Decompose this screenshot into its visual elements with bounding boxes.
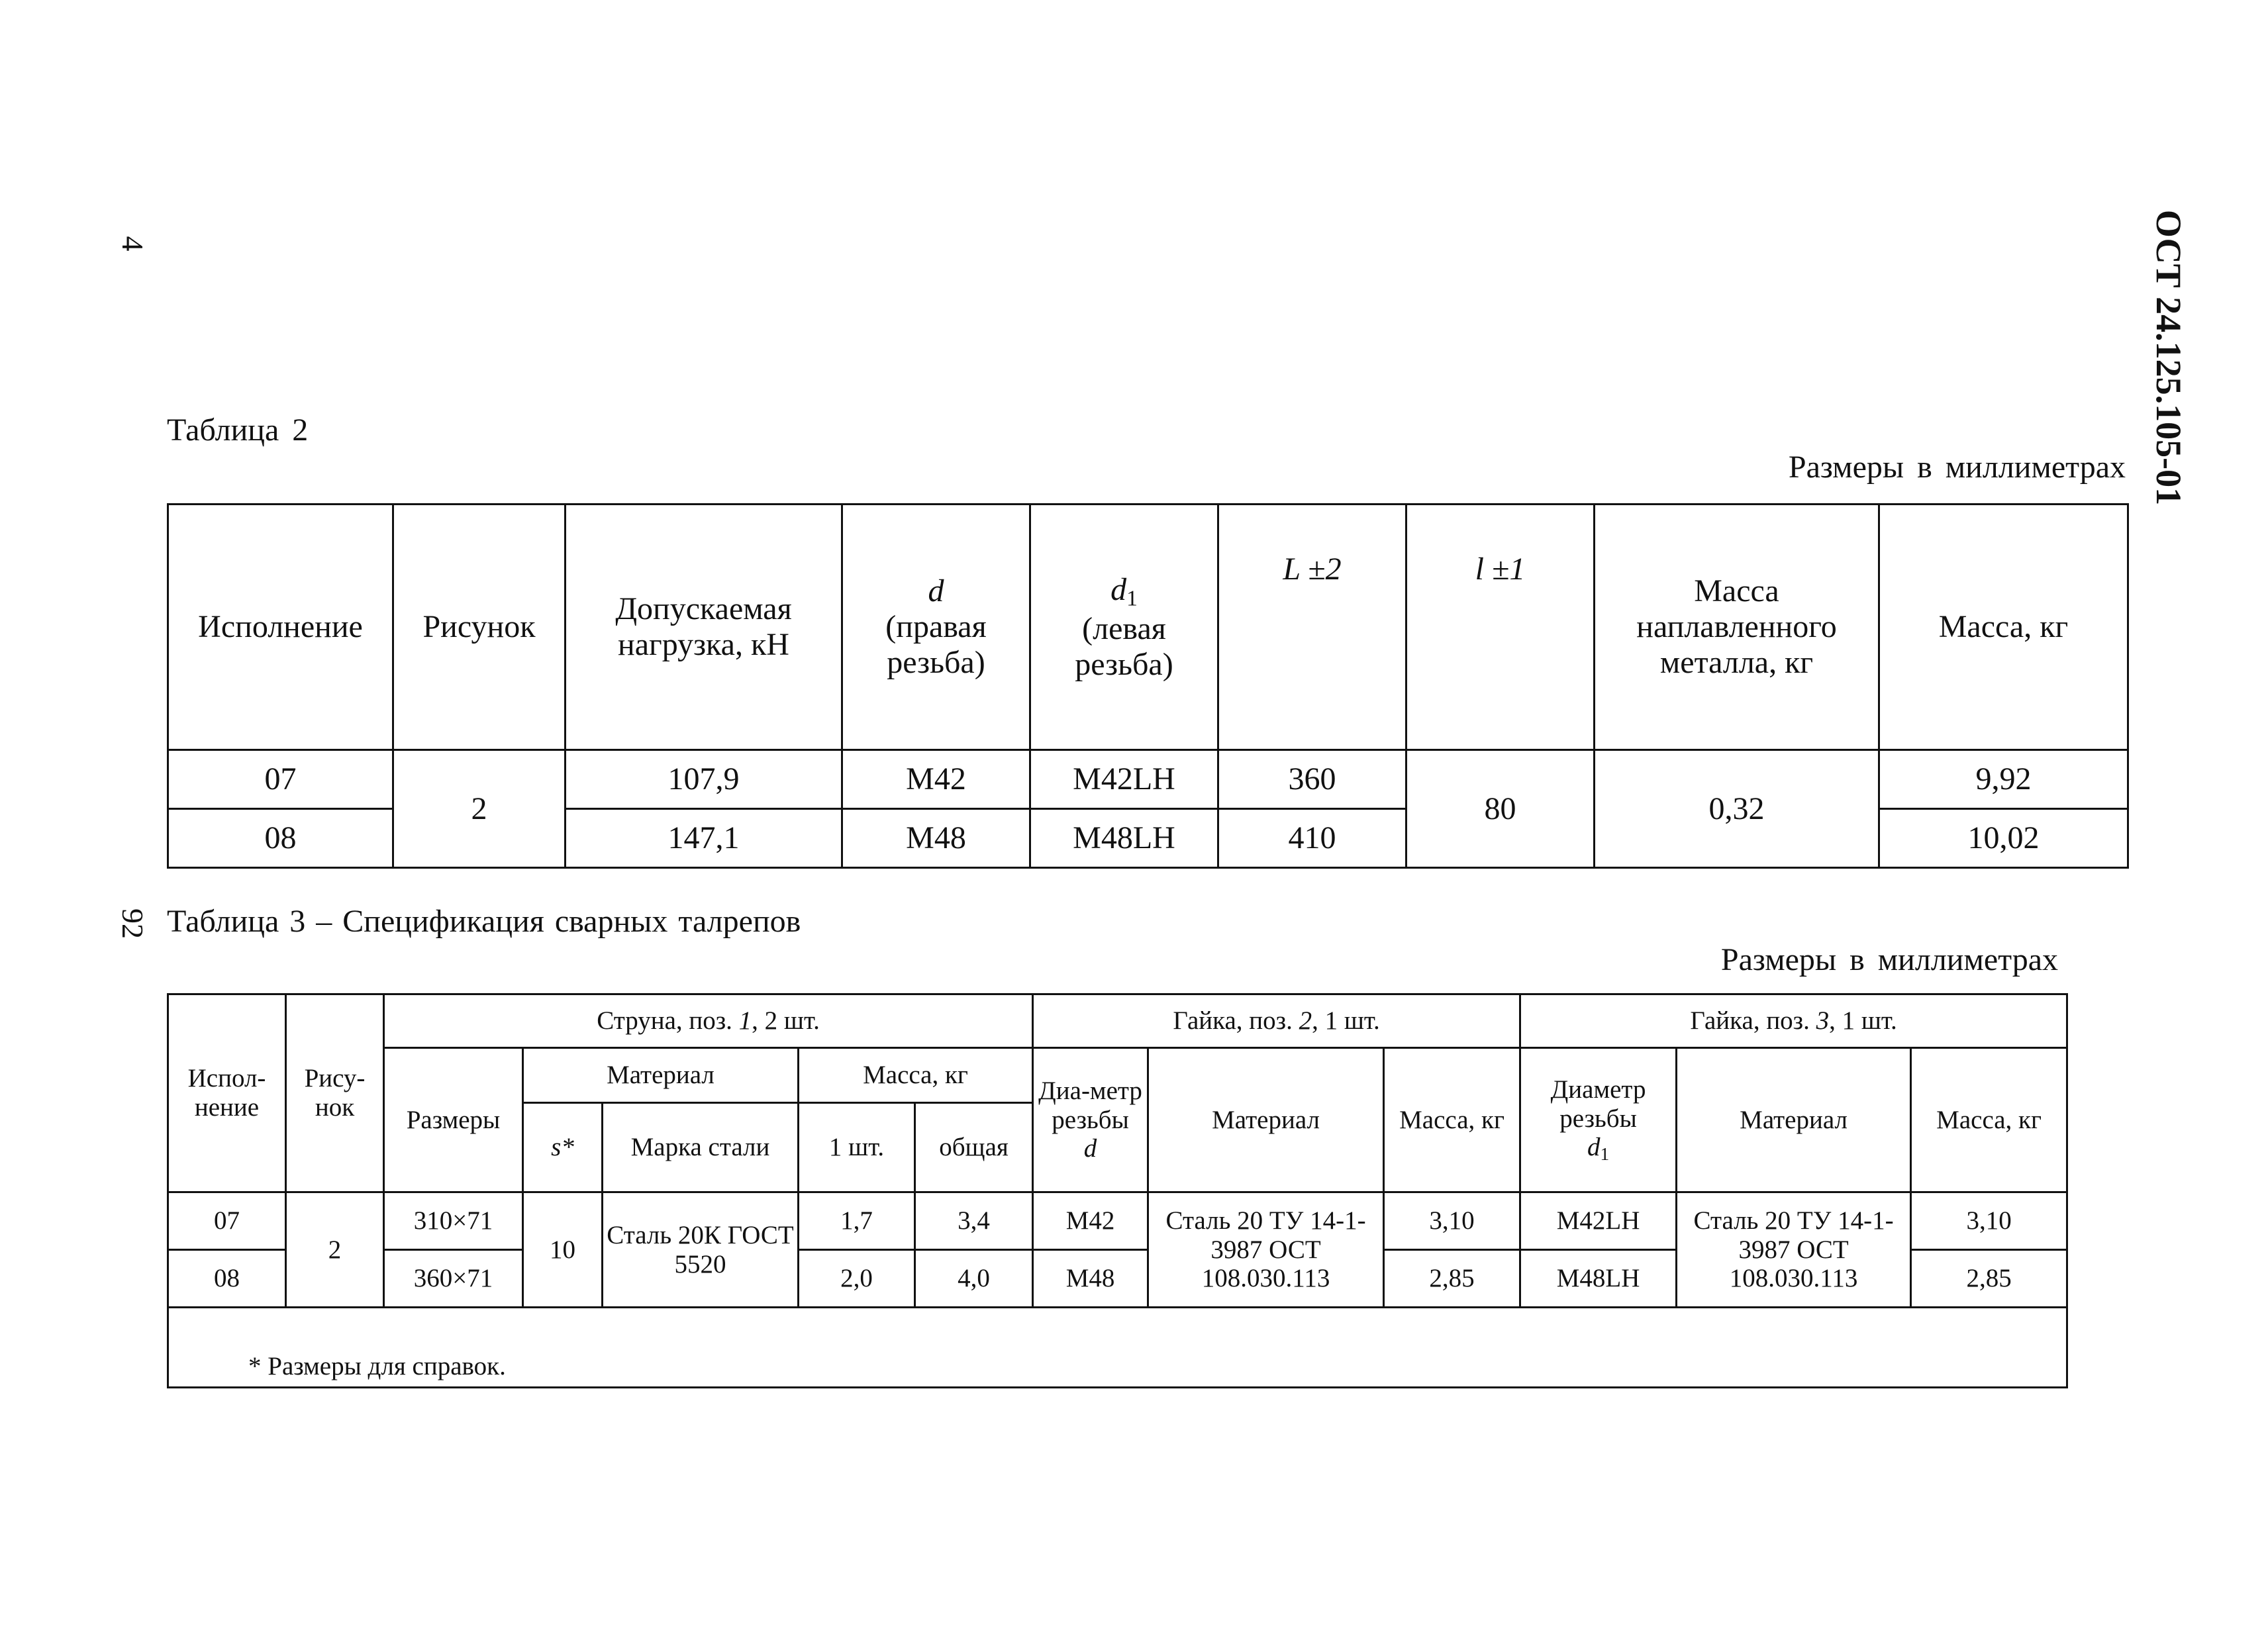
table3-caption: Таблица 3 – Спецификация сварных талрепов bbox=[167, 904, 801, 939]
t3-header-nut2-mass: Масса, кг bbox=[1384, 1048, 1520, 1192]
t3-cell-mass-one: 1,7 bbox=[799, 1192, 915, 1250]
document-code: ОСТ 24.125.105-01 bbox=[2149, 209, 2189, 506]
table3 bbox=[167, 993, 2068, 1388]
t3-cell-dims: 310×71 bbox=[384, 1192, 523, 1250]
t2-cell-d: М48 bbox=[842, 809, 1030, 868]
t2-cell-d1: М42LH bbox=[1030, 750, 1218, 809]
t3-cell-figure: 2 bbox=[286, 1192, 384, 1308]
t3-header-nut3 bbox=[1520, 994, 2067, 1048]
t2-cell-mass: 10,02 bbox=[1879, 809, 2128, 868]
t2-header-l-text: l ±1 bbox=[1475, 552, 1526, 587]
t2-header-d1 bbox=[1030, 505, 1218, 750]
t3-header-material: Материал bbox=[523, 1048, 799, 1103]
t3-cell-nut3-mass: 2,85 bbox=[1911, 1250, 2067, 1308]
t3-header-string-prefix: Струна, поз. bbox=[597, 1006, 732, 1036]
t3-header-thread-d1 bbox=[1520, 1048, 1677, 1192]
t2-header-L bbox=[1218, 505, 1406, 750]
t3-header-thread-d bbox=[1033, 1048, 1148, 1192]
t3-header-thread-d-symbol: d bbox=[1083, 1134, 1097, 1163]
t2-cell-variant: 07 bbox=[168, 750, 393, 809]
t2-cell-d: М42 bbox=[842, 750, 1030, 809]
t3-cell-thread-d1: М48LH bbox=[1520, 1250, 1677, 1308]
t2-header-d bbox=[842, 505, 1030, 750]
t2-cell-load: 107,9 bbox=[566, 750, 842, 809]
t3-cell-variant: 07 bbox=[168, 1192, 286, 1250]
table2-header-row bbox=[168, 505, 2128, 750]
t3-header-thread-d1-sub: 1 bbox=[1600, 1144, 1610, 1165]
t3-cell-nut2-mass: 3,10 bbox=[1384, 1192, 1520, 1250]
t3-header-s-symbol: s* bbox=[551, 1133, 574, 1162]
t2-header-L-text: L ±2 bbox=[1283, 552, 1342, 587]
t2-cell-d1: М48LH bbox=[1030, 809, 1218, 868]
t3-cell-variant: 08 bbox=[168, 1250, 286, 1308]
t2-cell-mass: 9,92 bbox=[1879, 750, 2128, 809]
t3-header-nut3-material: Материал bbox=[1677, 1048, 1911, 1192]
t3-cell-nut2-mass: 2,85 bbox=[1384, 1250, 1520, 1308]
t3-header-steel-grade: Марка стали bbox=[603, 1103, 799, 1192]
t2-header-l bbox=[1406, 505, 1595, 750]
t3-header-nut3-prefix: Гайка, поз. bbox=[1690, 1006, 1810, 1036]
t3-cell-mass-one: 2,0 bbox=[799, 1250, 915, 1308]
t3-header-nut3-suffix: , 1 шт. bbox=[1829, 1006, 1897, 1036]
t2-header-d-note: (правая резьба) bbox=[885, 609, 987, 680]
table2 bbox=[167, 503, 2129, 869]
t3-header-nut2-material: Материал bbox=[1148, 1048, 1384, 1192]
t3-cell-thread-d: М48 bbox=[1033, 1250, 1148, 1308]
t2-cell-L: 410 bbox=[1218, 809, 1406, 868]
t3-header-mass-total: общая bbox=[915, 1103, 1033, 1192]
t2-header-d1-note: (левая резьба) bbox=[1075, 610, 1173, 682]
t2-cell-L: 360 bbox=[1218, 750, 1406, 809]
t2-cell-weld-mass: 0,32 bbox=[1595, 750, 1879, 868]
t3-header-dimensions: Размеры bbox=[384, 1048, 523, 1192]
table3-units: Размеры в миллиметрах bbox=[1720, 942, 2058, 977]
t2-cell-variant: 08 bbox=[168, 809, 393, 868]
t3-header-thread-d1-text: Диаметр резьбы bbox=[1550, 1075, 1646, 1133]
t3-header-nut3-pos: 3 bbox=[1816, 1006, 1830, 1036]
table2-caption: Таблица 2 bbox=[167, 412, 309, 448]
table3-footnote-row bbox=[168, 1308, 2067, 1388]
table3-header-row-1 bbox=[168, 994, 2067, 1048]
t2-header-variant: Исполнение bbox=[168, 505, 393, 750]
t3-cell-mass-total: 3,4 bbox=[915, 1192, 1033, 1250]
t3-footnote: * Размеры для справок. bbox=[168, 1308, 2067, 1388]
t3-header-mass-one: 1 шт. bbox=[799, 1103, 915, 1192]
t3-header-thread-d1-symbol: d bbox=[1587, 1133, 1601, 1162]
t3-cell-steel: Сталь 20К ГОСТ 5520 bbox=[603, 1192, 799, 1308]
t2-header-weld-mass: Масса наплавленного металла, кг bbox=[1595, 505, 1879, 750]
t3-header-string bbox=[384, 994, 1033, 1048]
t3-header-string-pos: 1 bbox=[738, 1006, 752, 1036]
t3-cell-nut3-material: Сталь 20 ТУ 14-1-3987 ОСТ 108.030.113 bbox=[1677, 1192, 1911, 1308]
t2-header-load: Допускаемая нагрузка, кН bbox=[566, 505, 842, 750]
t3-header-variant: Испол-нение bbox=[168, 994, 286, 1192]
t3-header-nut2 bbox=[1033, 994, 1520, 1048]
t3-header-nut3-mass: Масса, кг bbox=[1911, 1048, 2067, 1192]
t3-cell-nut2-material: Сталь 20 ТУ 14-1-3987 ОСТ 108.030.113 bbox=[1148, 1192, 1384, 1308]
t3-header-s bbox=[523, 1103, 603, 1192]
t3-header-figure: Рису-нок bbox=[286, 994, 384, 1192]
t3-header-thread-d-text: Диа-метр резьбы bbox=[1038, 1076, 1142, 1134]
t2-header-d1-sub: 1 bbox=[1126, 586, 1138, 611]
page-number: 4 bbox=[116, 236, 150, 252]
table2-units: Размеры в миллиметрах bbox=[1788, 450, 2126, 485]
t2-cell-l: 80 bbox=[1406, 750, 1595, 868]
t3-cell-s: 10 bbox=[523, 1192, 603, 1308]
t3-cell-dims: 360×71 bbox=[384, 1250, 523, 1308]
t3-header-nut2-suffix: , 1 шт. bbox=[1312, 1006, 1380, 1036]
t2-header-figure: Рисунок bbox=[393, 505, 566, 750]
t3-header-nut2-pos: 2 bbox=[1299, 1006, 1312, 1036]
t3-cell-thread-d: М42 bbox=[1033, 1192, 1148, 1250]
table3-header-row-2 bbox=[168, 1048, 2067, 1103]
t2-header-d1-symbol: d bbox=[1110, 571, 1127, 607]
t3-cell-nut3-mass: 3,10 bbox=[1911, 1192, 2067, 1250]
t3-header-mass: Масса, кг bbox=[799, 1048, 1033, 1103]
t3-header-string-suffix: , 2 шт. bbox=[752, 1006, 820, 1036]
side-page-number: 92 bbox=[116, 908, 150, 939]
t2-header-mass: Масса, кг bbox=[1879, 505, 2128, 750]
table-row bbox=[168, 1192, 2067, 1250]
t3-header-nut2-prefix: Гайка, поз. bbox=[1173, 1006, 1293, 1036]
t2-header-d-symbol: d bbox=[928, 573, 944, 609]
t3-cell-mass-total: 4,0 bbox=[915, 1250, 1033, 1308]
t2-cell-load: 147,1 bbox=[566, 809, 842, 868]
table-row bbox=[168, 750, 2128, 809]
t3-cell-thread-d1: М42LH bbox=[1520, 1192, 1677, 1250]
t2-cell-figure: 2 bbox=[393, 750, 566, 868]
